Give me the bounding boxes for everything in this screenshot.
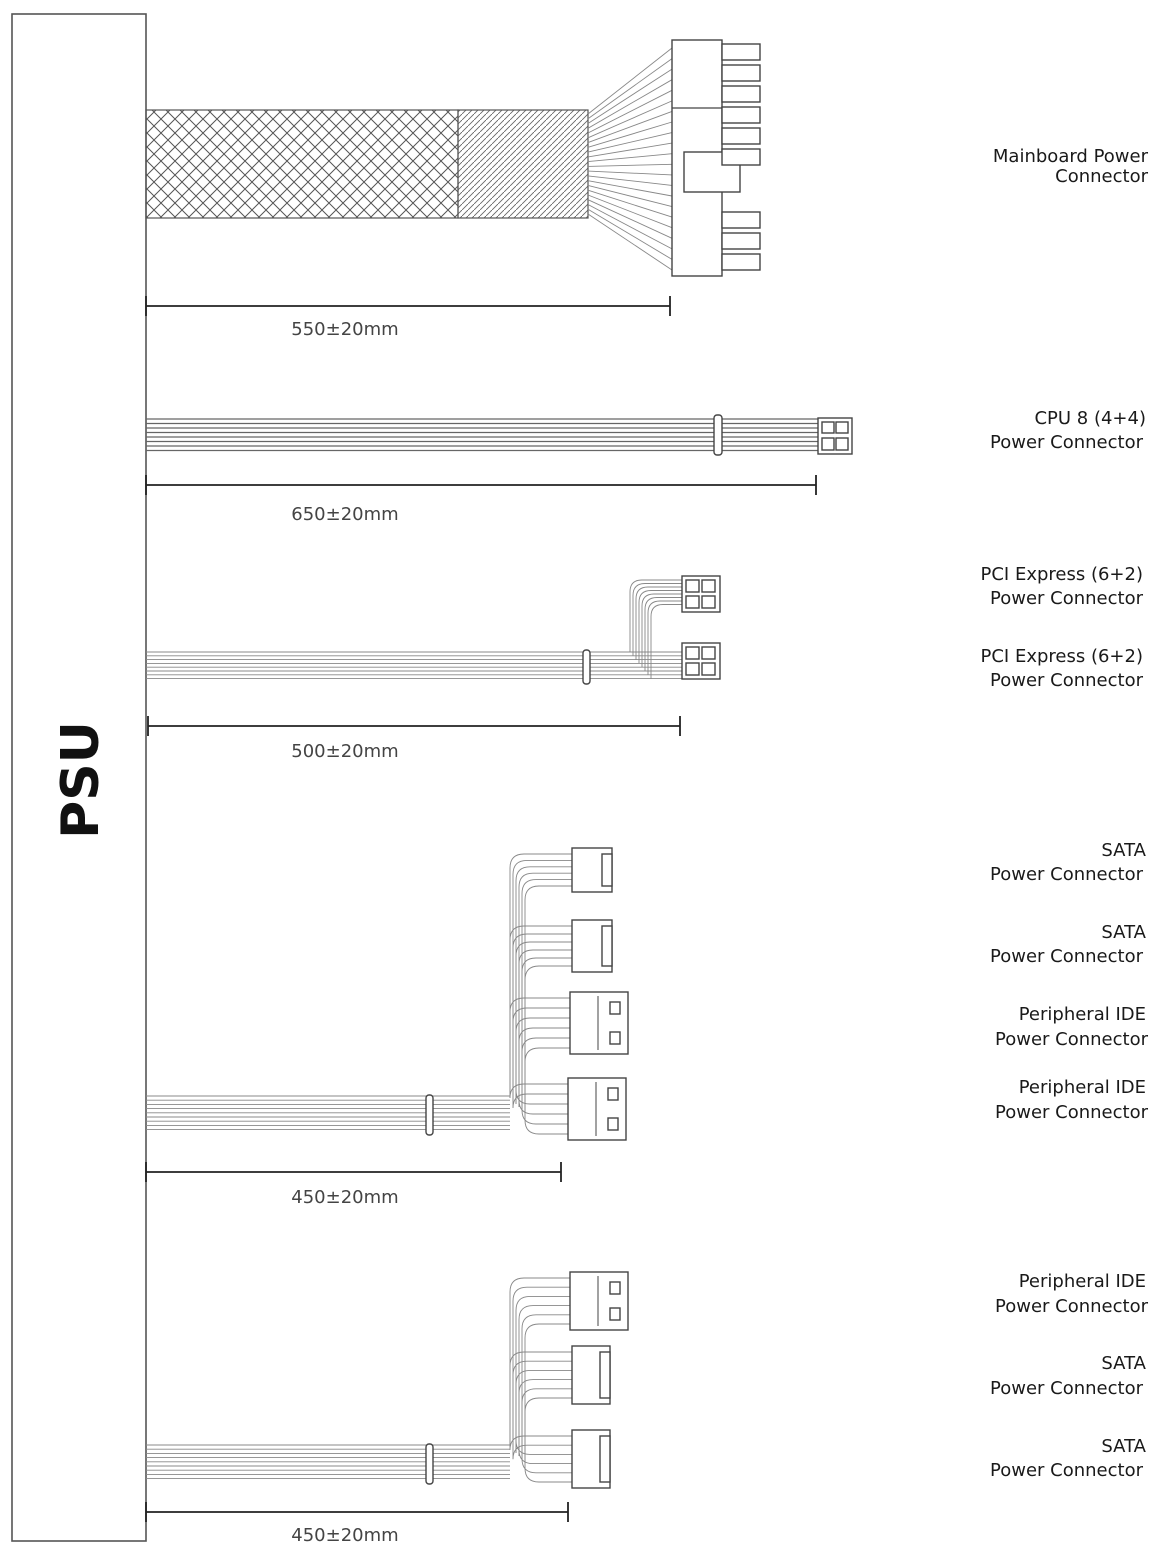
pcie-length: 500±20mm [291, 741, 399, 762]
label-s1-4-line2: Power Connector [995, 1102, 1148, 1123]
label-s1-3-line2: Power Connector [995, 1029, 1148, 1050]
psu-unit [12, 14, 146, 1541]
sata-ide-1-dimension [146, 1162, 561, 1182]
pcie-cable [146, 576, 720, 762]
cpu-cable [146, 415, 852, 525]
cpu-dimension [146, 475, 816, 495]
label-s2-1-line1: Peripheral IDE [1018, 1271, 1146, 1292]
label-cpu-line1: CPU 8 (4+4) [1034, 408, 1146, 429]
sata-ide-2-dimension [146, 1502, 568, 1522]
label-s2-1-line2: Power Connector [995, 1296, 1148, 1317]
label-pcie-2-line1: PCI Express (6+2) [980, 646, 1143, 667]
sata-ide-1-wires [146, 854, 572, 1134]
label-pcie-1-line2: Power Connector [990, 588, 1143, 609]
label-s1-2-line2: Power Connector [990, 946, 1143, 967]
sata-ide-cable-1 [146, 848, 628, 1208]
sata-ide-1-length: 450±20mm [291, 1187, 399, 1208]
psu-label: PSU [51, 721, 111, 839]
label-s1-2-line1: SATA [1101, 922, 1146, 943]
label-s2-3-line2: Power Connector [990, 1460, 1143, 1481]
label-mainboard-line1: Mainboard Power [992, 146, 1148, 167]
sata-ide-2-wires [146, 1278, 572, 1482]
label-s1-4-line1: Peripheral IDE [1018, 1077, 1146, 1098]
mainboard-cable [146, 40, 760, 340]
connector-labels [981, 146, 1149, 1481]
sata-ide-1-connectors [568, 848, 628, 1140]
label-s2-2-line2: Power Connector [990, 1378, 1143, 1399]
pcie-connector-1 [682, 576, 720, 612]
mainboard-connector [672, 40, 760, 276]
label-s1-1-line2: Power Connector [990, 864, 1143, 885]
label-s2-2-line1: SATA [1101, 1353, 1146, 1374]
label-mainboard-line2: Connector [1055, 166, 1148, 187]
label-s1-1-line1: SATA [1101, 840, 1146, 861]
mainboard-wire-fan [588, 48, 672, 270]
pcie-wires [146, 580, 682, 679]
sata-ide-cable-2 [146, 1272, 628, 1546]
label-pcie-2-line2: Power Connector [990, 670, 1143, 691]
mainboard-sleeve-mesh [146, 110, 458, 218]
mainboard-sleeve-wrap [458, 110, 588, 218]
mainboard-length: 550±20mm [291, 319, 399, 340]
mainboard-dimension [146, 296, 670, 316]
sata-ide-1-cable-tie [426, 1095, 433, 1135]
sata-ide-2-cable-tie [426, 1444, 433, 1484]
label-s2-3-line1: SATA [1101, 1436, 1146, 1457]
cpu-cable-tie [714, 415, 722, 455]
label-s1-3-line1: Peripheral IDE [1018, 1004, 1146, 1025]
cpu-connector [818, 418, 852, 454]
sata-ide-2-connectors [570, 1272, 628, 1488]
pcie-dimension [148, 716, 680, 736]
cpu-length: 650±20mm [291, 504, 399, 525]
label-pcie-1-line1: PCI Express (6+2) [980, 564, 1143, 585]
pcie-connector-2 [682, 643, 720, 679]
sata-ide-2-length: 450±20mm [291, 1525, 399, 1546]
label-cpu-line2: Power Connector [990, 432, 1143, 453]
pcie-cable-tie [583, 650, 590, 684]
